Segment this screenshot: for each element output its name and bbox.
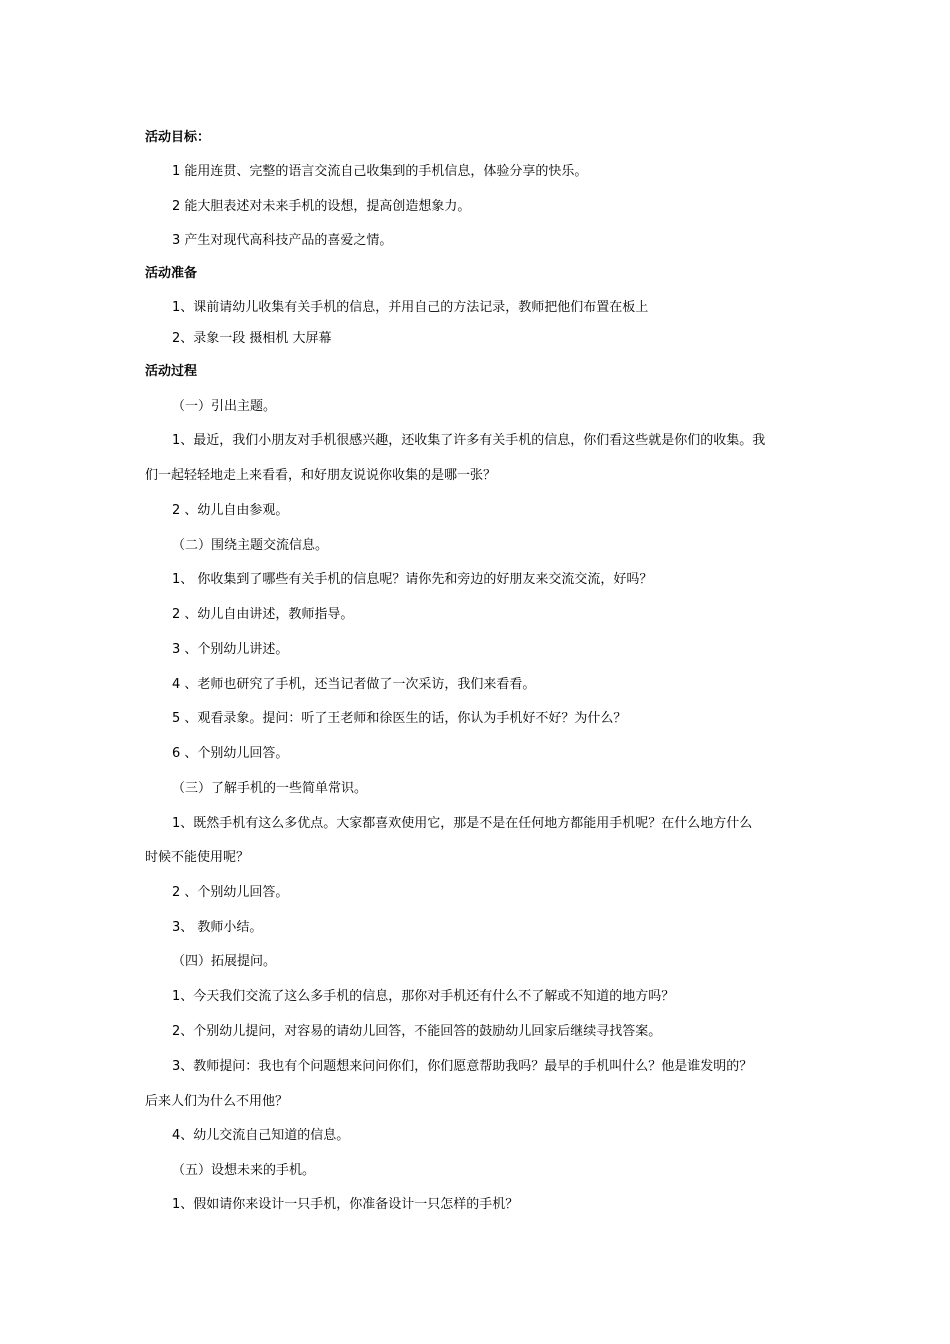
process-line: 1、最近，我们小朋友对手机很感兴趣，还收集了许多有关手机的信息，你们看这些就是你们的收集。我 [172,433,766,448]
goal-line-1: 1 能用连贯、完整的语言交流自己收集到的手机信息，体验分享的快乐。 [172,164,588,179]
section-heading-goals: 活动目标： [145,130,211,145]
process-subheading-3: （三）了解手机的一些简单常识。 [172,781,368,796]
process-line: 4 、老师也研究了手机，还当记者做了一次采访，我们来看看。 [172,677,536,692]
process-line: 1、假如请你来设计一只手机，你准备设计一只怎样的手机？ [172,1197,519,1212]
process-line: 6 、个别幼儿回答。 [172,746,289,761]
process-line: 5 、观看录象。提问：听了王老师和徐医生的话，你认为手机好不好？为什么？ [172,711,627,726]
section-heading-process: 活动过程 [145,364,198,379]
process-line: 3、教师提问：我也有个问题想来问问你们，你们愿意帮助我吗？最早的手机叫什么？他是谁发明的？ [172,1059,753,1074]
process-line: 2 、幼儿自由讲述，教师指导。 [172,607,354,622]
goal-line-2: 2 能大胆表述对未来手机的设想，提高创造想象力。 [172,199,471,214]
process-subheading-1: （一）引出主题。 [172,399,277,414]
process-line-continued: 后来人们为什么不用他？ [145,1094,289,1109]
process-line-continued: 们一起轻轻地走上来看看，和好朋友说说你收集的是哪一张？ [145,468,497,483]
process-line: 4、幼儿交流自己知道的信息。 [172,1128,350,1143]
process-subheading-5: （五）设想未来的手机。 [172,1163,316,1178]
process-line: 2、个别幼儿提问，对容易的请幼儿回答，不能回答的鼓励幼儿回家后继续寻找答案。 [172,1024,662,1039]
process-line: 3 、个别幼儿讲述。 [172,642,289,657]
process-line: 2 、个别幼儿回答。 [172,885,289,900]
section-heading-preparation: 活动准备 [145,266,198,281]
preparation-line-1: 1、课前请幼儿收集有关手机的信息，并用自己的方法记录，教师把他们布置在板上 [172,300,649,315]
process-line: 1、今天我们交流了这么多手机的信息，那你对手机还有什么不了解或不知道的地方吗？ [172,989,675,1004]
process-subheading-4: （四）拓展提问。 [172,954,277,969]
process-line-continued: 时候不能使用呢？ [145,850,250,865]
process-subheading-2: （二）围绕主题交流信息。 [172,538,329,553]
process-line: 1、 你收集到了哪些有关手机的信息呢？请你先和旁边的好朋友来交流交流，好吗？ [172,572,653,587]
preparation-line-2: 2、录象一段 摄相机 大屏幕 [172,331,332,346]
process-line: 2 、幼儿自由参观。 [172,503,289,518]
goal-line-3: 3 产生对现代高科技产品的喜爱之情。 [172,233,393,248]
process-line: 1、既然手机有这么多优点。大家都喜欢使用它，那是不是在任何地方都能用手机呢？在什么地方什么 [172,816,753,831]
process-line: 3、 教师小结。 [172,920,263,935]
